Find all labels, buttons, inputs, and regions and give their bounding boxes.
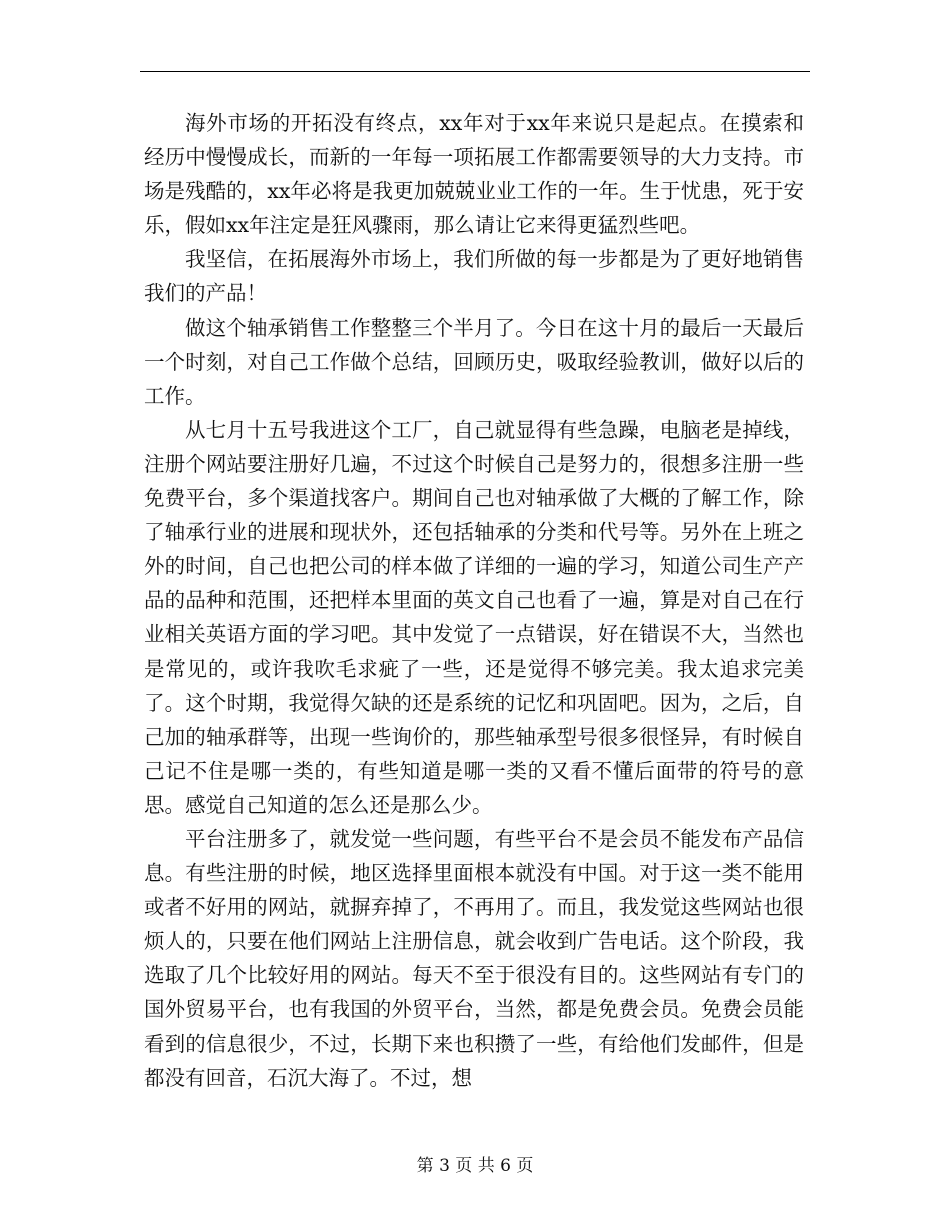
paragraph: 从七月十五号我进这个工厂，自己就显得有些急躁，电脑老是掉线，注册个网站要注册好几遍，不过这个时候自己是努力的，很想多注册一些免费平台，多个渠道找客户。期间自己也对轴承做了大概的了解工作，除了轴承行业的进展和现状外，还包括轴承的分类和代号等。另外在上班之外的时间，自己也把公司的样本做了详细的一遍的学习，知道公司生产产品的品种和范围，还把样本里面的英文自己也看了一遍，算是对自己在行业相关英语方面的学习吧。其中发觉了一点错误，好在错误不大，当然也是常见的，或许我吹毛求疵了一些，还是觉得不够完美。我太追求完美了。这个时期，我觉得欠缺的还是系统的记忆和巩固吧。因为，之后，自己加的轴承群等，出现一些询价的，那些轴承型号很多很怪异，有时候自己记不住是哪一类的，有些知道是哪一类的又看不懂后面带的符号的意思。感觉自己知道的怎么还是那么少。 [144, 417, 804, 817]
paragraph: 海外市场的开拓没有终点，xx年对于xx年来说只是起点。在摸索和经历中慢慢成长，而新的一年每一项拓展工作都需要领导的大力支持。市场是残酷的，xx年必将是我更加兢兢业业工作的一年。生于忧患，死于安乐，假如xx年注定是狂风骤雨，那么请让它来得更猛烈些吧。 [144, 111, 804, 238]
page-number-footer: 第 3 页 共 6 页 [416, 1156, 534, 1176]
header-rule [140, 71, 810, 72]
paragraph: 平台注册多了，就发觉一些问题，有些平台不是会员不能发布产品信息。有些注册的时候，地区选择里面根本就没有中国。对于这一类不能用或者不好用的网站，就摒弃掉了，不再用了。而且，我发觉这些网站也很烦人的，只要在他们网站上注册信息，就会收到广告电话。这个阶段，我选取了几个比较好用的网站。每天不至于很没有目的。这些网站有专门的国外贸易平台，也有我国的外贸平台，当然，都是免费会员。免费会员能看到的信息很少，不过，长期下来也积攒了一些，有给他们发邮件，但是都没有回音，石沉大海了。不过，想 [144, 826, 804, 1090]
paragraph: 我坚信，在拓展海外市场上，我们所做的每一步都是为了更好地销售我们的产品！ [144, 247, 804, 306]
paragraph: 做这个轴承销售工作整整三个半月了。今日在这十月的最后一天最后一个时刻，对自己工作做个总结，回顾历史，吸取经验教训，做好以后的工作。 [144, 315, 804, 408]
body-text [144, 106, 804, 1095]
